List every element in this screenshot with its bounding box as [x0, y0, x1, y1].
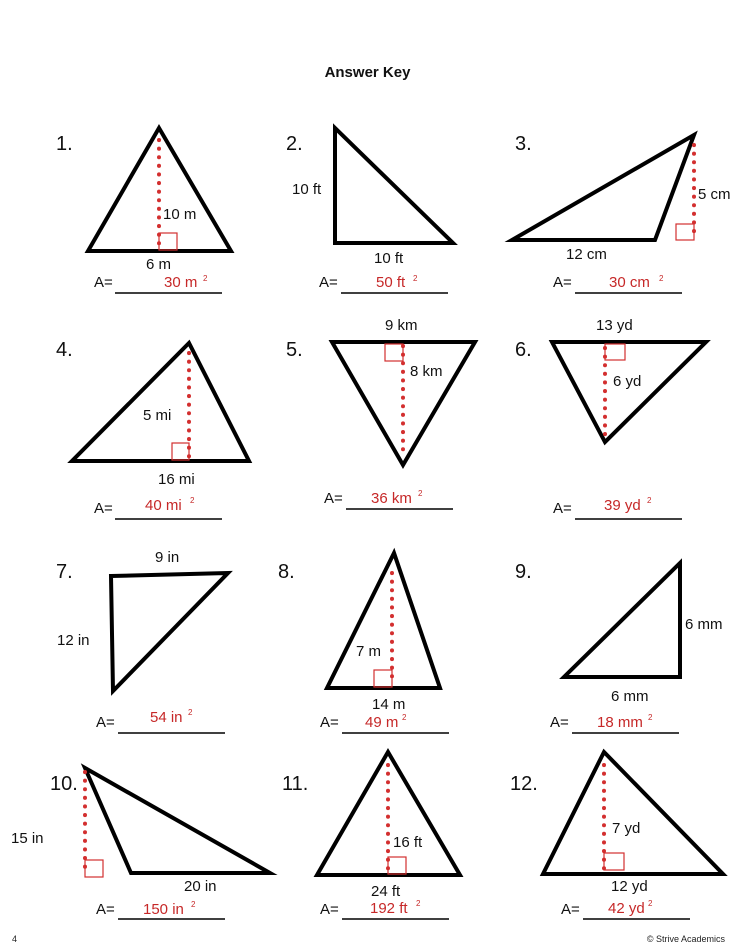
problem-number: 9. [515, 561, 532, 583]
top-label: 9 in [155, 549, 180, 566]
base-label: 16 mi [158, 471, 195, 488]
problem-number: 11. [282, 773, 309, 795]
answer-value: 40 mi [145, 497, 182, 514]
page-title: Answer Key [324, 64, 411, 81]
answer-value: 54 in [150, 709, 183, 726]
page-number: 4 [12, 934, 18, 944]
problem-1 [56, 128, 231, 293]
base-label: 10 ft [374, 250, 404, 267]
right-angle-marker [385, 344, 403, 361]
triangle [512, 135, 694, 240]
answer-exponent: 2 [203, 274, 208, 283]
base-label: 6 mm [611, 688, 649, 705]
height-label: 15 in [11, 830, 44, 847]
problem-5 [286, 317, 475, 509]
right-angle-marker [85, 860, 103, 877]
problem-4 [56, 339, 249, 519]
height-label: 5 mi [143, 407, 172, 424]
triangle [543, 752, 723, 874]
height-label: 10 m [163, 206, 197, 223]
answer-value: 36 km [371, 490, 412, 507]
area-prefix: A= [553, 500, 572, 517]
height-label: 16 ft [393, 834, 423, 851]
area-prefix: A= [561, 901, 580, 918]
answer-exponent: 2 [648, 713, 653, 722]
right-angle-marker [159, 233, 177, 250]
answer-value: 39 yd [604, 497, 641, 514]
problem-11 [282, 752, 460, 919]
problem-number: 5. [286, 339, 303, 361]
height-label: 7 yd [612, 820, 641, 837]
answer-exponent: 2 [659, 274, 664, 283]
base-label: 24 ft [371, 883, 401, 900]
copyright-notice: © Strive Academics [646, 934, 725, 944]
right-angle-marker [605, 344, 625, 360]
problem-number: 8. [278, 561, 295, 583]
side-label: 12 in [57, 632, 90, 649]
area-prefix: A= [550, 714, 569, 731]
answer-value: 150 in [143, 901, 184, 918]
problem-number: 2. [286, 133, 303, 155]
area-prefix: A= [96, 901, 115, 918]
base-label: 12 cm [566, 246, 607, 263]
triangle [552, 342, 706, 442]
problem-7 [56, 549, 228, 733]
side-label: 6 mm [685, 616, 723, 633]
problem-2 [286, 128, 453, 293]
area-prefix: A= [94, 274, 113, 291]
area-prefix: A= [319, 274, 338, 291]
answer-exponent: 2 [413, 274, 418, 283]
answer-value: 42 yd [608, 900, 645, 917]
area-prefix: A= [320, 901, 339, 918]
answer-exponent: 2 [416, 899, 421, 908]
problem-12 [510, 752, 723, 919]
base-label: 12 yd [611, 878, 648, 895]
answer-value: 192 ft [370, 900, 408, 917]
problem-number: 3. [515, 133, 532, 155]
answer-exponent: 2 [188, 708, 193, 717]
height-label: 8 km [410, 363, 443, 380]
right-angle-marker [374, 670, 392, 687]
right-angle-marker [676, 224, 694, 240]
height-label: 10 ft [292, 181, 322, 198]
triangle [327, 553, 440, 688]
triangle [335, 128, 453, 243]
triangle [111, 573, 228, 691]
right-angle-marker [388, 857, 406, 874]
area-prefix: A= [553, 274, 572, 291]
triangle [85, 768, 270, 873]
right-angle-marker [604, 853, 624, 870]
problem-number: 10. [50, 773, 78, 795]
top-label: 13 yd [596, 317, 633, 334]
area-prefix: A= [324, 490, 343, 507]
answer-exponent: 2 [647, 496, 652, 505]
height-label: 5 cm [698, 186, 731, 203]
problem-9 [515, 561, 723, 733]
answer-exponent: 2 [190, 496, 195, 505]
answer-value: 30 cm [609, 274, 650, 291]
area-prefix: A= [96, 714, 115, 731]
answer-exponent: 2 [402, 713, 407, 722]
base-label: 6 m [146, 256, 172, 273]
problem-number: 12. [510, 773, 538, 795]
problem-3 [512, 133, 731, 293]
problem-number: 4. [56, 339, 73, 361]
base-label: 20 in [184, 878, 217, 895]
answer-exponent: 2 [418, 489, 423, 498]
height-label: 6 yd [613, 373, 642, 390]
answer-value: 30 m [164, 274, 198, 291]
problem-6 [515, 317, 706, 519]
problem-10 [11, 768, 270, 919]
answer-value: 18 mm [597, 714, 643, 731]
top-label: 9 km [385, 317, 418, 334]
answer-exponent: 2 [648, 899, 653, 908]
answer-value: 50 ft [376, 274, 406, 291]
right-angle-marker [172, 443, 189, 460]
height-label: 7 m [356, 643, 382, 660]
answer-exponent: 2 [191, 900, 196, 909]
area-prefix: A= [320, 714, 339, 731]
triangle [72, 343, 249, 461]
answer-value: 49 m [365, 714, 399, 731]
problem-number: 1. [56, 133, 73, 155]
problem-8 [278, 553, 449, 733]
problem-number: 6. [515, 339, 532, 361]
triangle [564, 563, 680, 677]
problem-number: 7. [56, 561, 73, 583]
base-label: 14 m [372, 696, 406, 713]
area-prefix: A= [94, 500, 113, 517]
